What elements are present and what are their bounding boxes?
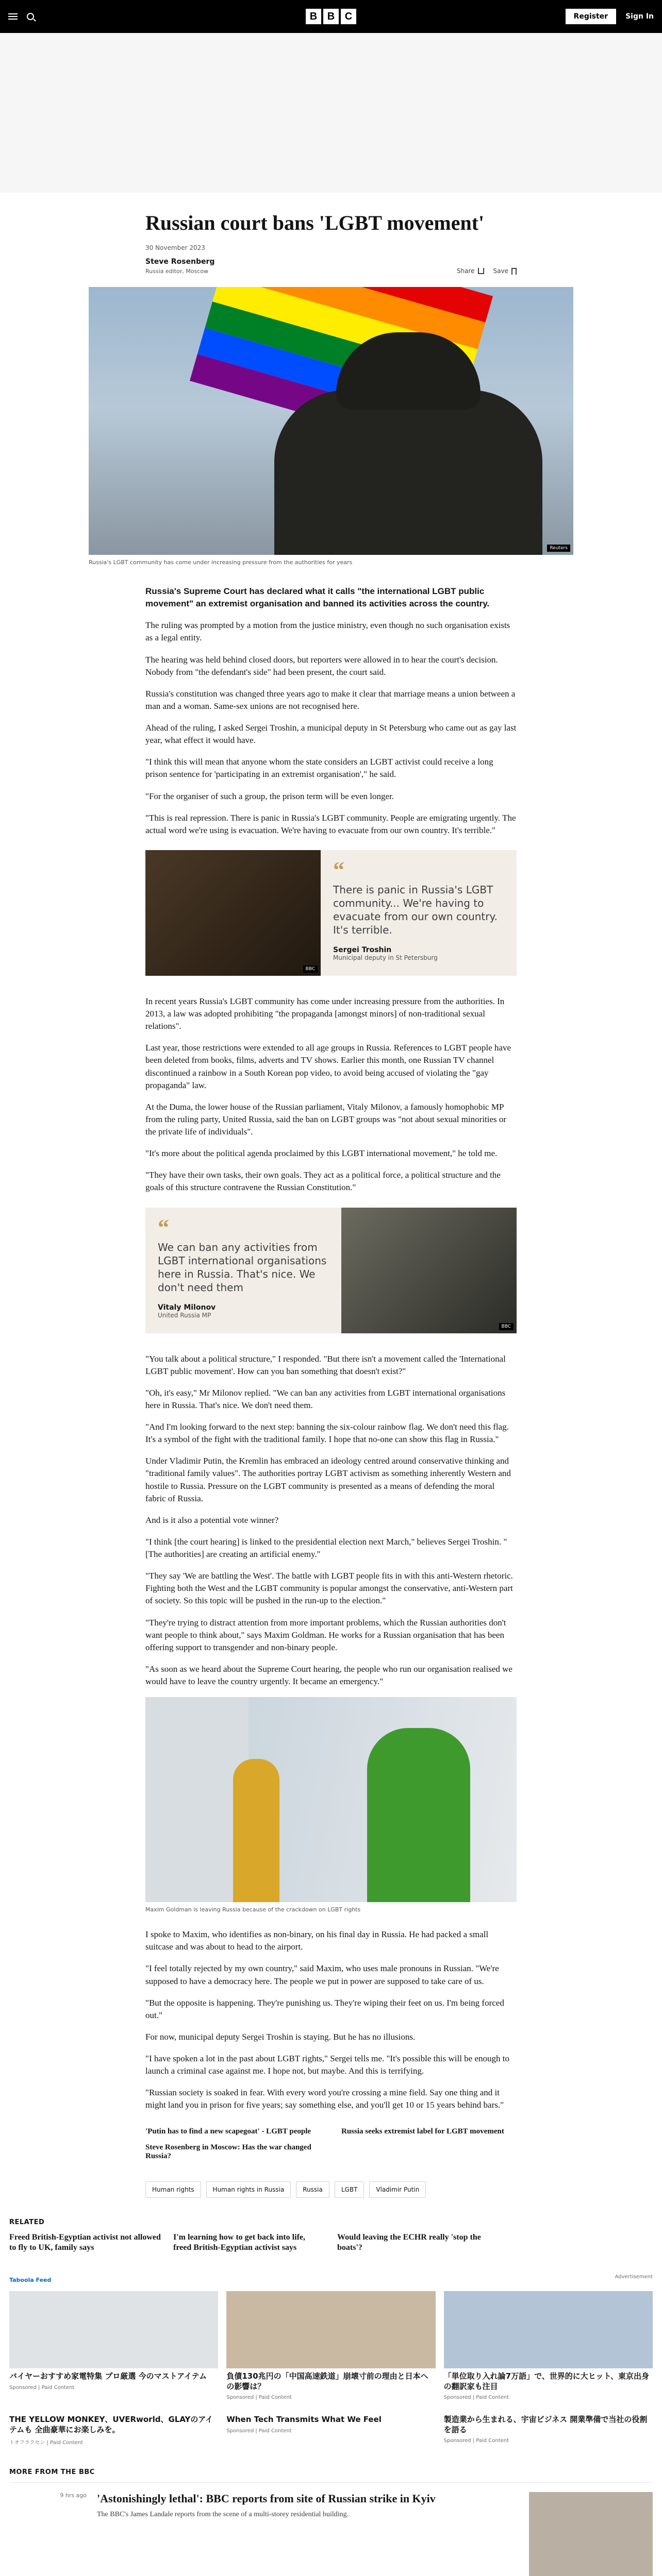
inline-related-links (145, 2127, 517, 2161)
sponsored-title: バイヤーおすすめ家電特集 プロ厳選 今のマストアイテム (9, 2371, 207, 2381)
auth-links (566, 9, 654, 24)
author-name: Steve Rosenberg (145, 258, 215, 266)
paragraph: At the Duma, the lower house of the Russian parliament, Vitaly Milonov, a famously homophobic MP from the ruling party, United Russia, said the ban on LGBT groups was "not about sexual minorities or the private life of individuals". (145, 1101, 507, 1137)
sponsored-image (444, 2291, 653, 2368)
paragraph: "Russian society is soaked in fear. With every word you're crossing a mine field. Say one thing and it might land you in prison for five years; say something else, and you'll get 10 or 15 years behind bars." (145, 2088, 504, 2110)
logo-letter: C (341, 9, 356, 24)
quote-mark-icon: “ (333, 857, 344, 883)
photo-caption: Maxim Goldman is leaving Russia because of the crackdown on LGBT rights (145, 1906, 361, 1913)
ad-slot (0, 33, 662, 193)
register-button[interactable]: Register (566, 9, 617, 24)
logo-letter: B (306, 9, 321, 24)
sponsored-source: Sponsored | Paid Content (443, 2438, 509, 2444)
sponsored-title: 負債130兆円の「中国高速鉄道」崩壊寸前の理由と日本への影響は？ (226, 2371, 428, 2391)
paragraph: "And I'm looking forward to the next step: banning the six-colour rainbow flag. We don't need this flag. It's a symbol of the fight with the traditional family. I hope that no-one can show this flag in Russia." (145, 1422, 509, 1445)
paragraph: I spoke to Maxim, who identifies as non-binary, on his final day in Russia. He had packed a small suitcase and was about to head to the airport. (145, 1929, 489, 1952)
bbc-logo[interactable] (306, 9, 356, 24)
related-link[interactable]: Russia seeks extremist label for LGBT movement (341, 2127, 504, 2136)
paragraph: The hearing was held behind closed doors, but reporters were allowed in to hear the court's decision. Nobody from "the defendant's side" had been present, the court said. (145, 654, 498, 677)
related-link[interactable]: Steve Rosenberg in Moscow: Has the war changed Russia? (145, 2143, 311, 2160)
taboola-feed (0, 2274, 662, 2446)
sponsored-row (9, 2412, 653, 2446)
paragraph: "I feel totally rejected by my own country," said Maxim, who uses male pronouns in Russian. "We're supposed to have a democracy here. The people we put in power are supposed to take care of us. (145, 1963, 499, 1986)
paragraph: "I think this will mean that anyone whom the state considers an LGBT activist could receive a long prison sentence for 'participating in an extremist organisation'," he said. (145, 757, 493, 779)
story-headline[interactable]: 'Astonishingly lethal': BBC reports from site of Russian strike in Kyiv (97, 2492, 436, 2505)
paragraph: Last year, those restrictions were extended to all age groups in Russia. References to LGBT people have been deleted from books, films, adverts and TV shows. Earlier this month, one Russian TV channel discontinued a rainbow in a South Korean pop video, to avoid being accused of violating the "gay propaganda" law. (145, 1043, 511, 1090)
quote-text: There is panic in Russia's LGBT community... We're having to evacuate from our own country. It's terrible. (333, 884, 498, 937)
paragraph: "They say 'We are battling the West'. The battle with LGBT people fits in with this anti-Western rhetoric. Fighting both the West and the LGBT community is popular amongst the conservative, anti-Western part of society. So this topic will be pushed in the run-up to the election." (145, 1571, 513, 1606)
sponsored-card[interactable] (9, 2412, 218, 2446)
sponsored-title: THE YELLOW MONKEY、UVERworld、GLAYのアイテムも 全曲豪華にお楽しみを。 (9, 2415, 213, 2434)
author-role: Russia editor, Moscow (145, 268, 208, 275)
share-icon (478, 268, 484, 274)
sponsored-image (9, 2291, 218, 2368)
article-headline: Russian court bans 'LGBT movement' (145, 211, 485, 234)
topic-tag[interactable]: Human rights (145, 2181, 201, 2198)
person-shape (367, 1728, 470, 1902)
person-shape (233, 1759, 279, 1902)
article (89, 193, 568, 2198)
topic-tags (145, 2181, 517, 2198)
story-time: 9 hrs ago (60, 2492, 87, 2499)
image-credit: BBC (303, 965, 318, 973)
quote-card (145, 1208, 517, 1333)
quote-name: Vitaly Milonov (158, 1303, 216, 1312)
menu-button[interactable] (8, 13, 34, 20)
paragraph: "I have spoken a lot in the past about LGBT rights," Sergei tells me. "It's possible this will be enough to launch a criminal case against me. I hope not, but maybe. And this is terrifying. (145, 2054, 509, 2076)
hero-caption: Russia's LGBT community has come under increasing pressure from the authorities for years (89, 559, 353, 566)
quote-card (145, 850, 517, 976)
article-photo (145, 1697, 517, 1902)
paragraph: "It's more about the political agenda proclaimed by this LGBT international movement," he told me. (145, 1148, 498, 1159)
related-section (0, 2218, 662, 2254)
paragraph: "Oh, it's easy," Mr Milonov replied. "We can ban any activities from LGBT international organisations here in Russia. That's nice. We don't need them. (145, 1387, 506, 1410)
quote-text: We can ban any activities from LGBT international organisations here in Russia. That's nice. We don't need them (158, 1241, 327, 1294)
related-story-link[interactable]: I'm learning how to get back into life, freed British-Egyptian activist says (173, 2232, 305, 2252)
paragraph: "They have their own tasks, their own goals. They act as a political force, a political structure and the goals of this structure contravene the Russian Constitution." (145, 1170, 501, 1193)
topic-tag[interactable]: Russia (296, 2181, 329, 2198)
image-credit: Reuters (547, 545, 570, 552)
search-icon[interactable] (27, 13, 34, 20)
paragraph: For now, municipal deputy Sergei Troshin is staying. But he has no illusions. (145, 2031, 416, 2042)
ad-label: Advertisement (615, 2274, 653, 2280)
save-button[interactable] (493, 267, 517, 275)
sponsored-card[interactable] (226, 2291, 435, 2400)
story-image (529, 2492, 653, 2576)
signin-link[interactable]: Sign In (625, 12, 654, 21)
sponsored-image (226, 2291, 435, 2368)
topic-tag[interactable]: Vladimir Putin (369, 2181, 426, 2198)
story-body (97, 2492, 519, 2576)
sponsored-title: 「単位取り入れ論7万語」で、世界的に大ヒット、東京出身の翻訳家も注目 (443, 2371, 649, 2391)
paragraph: And is it also a potential vote winner? (145, 1515, 279, 1525)
taboola-logo[interactable]: Taboola Feed (9, 2277, 52, 2284)
save-label: Save (493, 267, 508, 275)
sponsored-source: Sponsored | Paid Content (226, 2428, 292, 2434)
related-story-link[interactable]: Freed British-Egyptian activist not allowed to fly to UK, family says (9, 2232, 161, 2252)
sponsored-card[interactable] (444, 2291, 653, 2400)
logo-letter: B (323, 9, 339, 24)
paragraph: In recent years Russia's LGBT community has come under increasing pressure from the authorities. In 2013, a law was adopted prohibiting "the propaganda [amongst minors] of non-traditional sexual relations". (145, 996, 505, 1031)
site-header (0, 0, 662, 33)
more-from-bbc (0, 2468, 662, 2576)
sponsored-row (9, 2291, 653, 2400)
article-body (145, 585, 517, 2112)
share-label: Share (456, 267, 475, 275)
quote-name: Sergei Troshin (333, 946, 392, 955)
sponsored-title: 製造業から生まれる、宇宙ビジネス 開業準備で当社の役割を語る (443, 2415, 648, 2434)
sponsored-source: Sponsored | Paid Content (9, 2384, 75, 2391)
related-story-link[interactable]: Would leaving the ECHR really 'stop the boats'? (337, 2232, 481, 2252)
quote-panel (145, 1208, 341, 1333)
paragraph: Russia's Supreme Court has declared what it calls "the international LGBT public movement" an extremist organisation and banned its activities across the country. (145, 586, 490, 609)
sponsored-card[interactable] (9, 2291, 218, 2400)
related-link[interactable]: 'Putin has to find a new scapegoat' - LGBT people (145, 2127, 311, 2136)
sponsored-card[interactable] (226, 2412, 435, 2446)
paragraph: Ahead of the ruling, I asked Sergei Troshin, a municipal deputy in St Petersburg who came out as gay last year, what effect it would have. (145, 723, 517, 745)
paragraph: "For the organiser of such a group, the prison term will be even longer. (145, 791, 394, 801)
image-credit: BBC (499, 1323, 514, 1330)
topic-tag[interactable]: Human rights in Russia (206, 2181, 291, 2198)
paragraph: "You talk about a political structure," I responded. "But there isn't a movement called the 'International LGBT public movement'. How can you ban something that doesn't exist?" (145, 1353, 506, 1376)
topic-tag[interactable]: LGBT (335, 2181, 365, 2198)
paragraph: Under Vladimir Putin, the Kremlin has embraced an ideology centred around conservative thinking and "traditional family values". The authorities portray LGBT activism as something inherently Western and hostile to Russia. Pressure on the LGBT community is presented as a means of defending the moral fabric of Russia. (145, 1456, 511, 1503)
quote-photo (341, 1208, 517, 1333)
article-date: 30 November 2023 (145, 244, 205, 251)
paragraph: "As soon as we heard about the Supreme Court hearing, the people who run our organisation realised we would have to leave the country urgently. It became an emergency." (145, 1664, 512, 1686)
sponsored-source: トオフラクセン | Paid Content (9, 2440, 83, 2446)
sponsored-source: Sponsored | Paid Content (226, 2395, 292, 2401)
sponsored-source: Sponsored | Paid Content (443, 2395, 509, 2401)
quote-mark-icon: “ (158, 1214, 169, 1240)
coat-shape (274, 390, 542, 555)
bookmark-icon (511, 268, 517, 275)
quote-photo (145, 850, 321, 976)
byline (145, 258, 517, 275)
quote-panel (321, 850, 517, 976)
sponsored-card[interactable] (444, 2412, 653, 2446)
story-summary: The BBC's James Landale reports from the scene of a multi-storey residential building. (97, 2511, 349, 2519)
article-actions (457, 267, 517, 275)
quote-role: Municipal deputy in St Petersburg (333, 954, 438, 962)
paragraph: "I think [the court hearing] is linked to the presidential election next March," believes Sergei Troshin. "[The authorities] are creating an artificial enemy." (145, 1536, 507, 1559)
paragraph: "But the opposite is happening. They're punishing us. They're wiping their feet on us. I'm being forced out." (145, 1997, 504, 2020)
paragraph: "This is real repression. There is panic in Russia's LGBT community. People are emigrating urgently. The actual word we're using is evacuation. We're having to evacuate from our own country. It's terrible." (145, 812, 516, 835)
story-card[interactable] (9, 2482, 653, 2576)
paragraph: "They're trying to distract attention from more important problems, which the Russian authorities don't want people to think about," says Maxim Goldman. He works for a Russian organisation that has been offering support to transgender and non-binary people. (145, 1617, 506, 1652)
share-button[interactable] (457, 267, 484, 275)
section-title: MORE FROM THE BBC (9, 2468, 95, 2477)
sponsored-title: When Tech Transmits What We Feel (226, 2415, 382, 2425)
paragraph: The ruling was prompted by a motion from the justice ministry, even though no such organisation exists as a legal entity. (145, 620, 510, 643)
hero-image (89, 287, 573, 555)
paragraph: Russia's constitution was changed three years ago to make it clear that marriage means a union between a man and a woman. Same-sex unions are not recognised here. (145, 688, 516, 711)
related-grid (9, 2232, 653, 2254)
section-title: RELATED (9, 2218, 45, 2226)
quote-role: United Russia MP (158, 1311, 211, 1319)
menu-icon (8, 13, 18, 20)
